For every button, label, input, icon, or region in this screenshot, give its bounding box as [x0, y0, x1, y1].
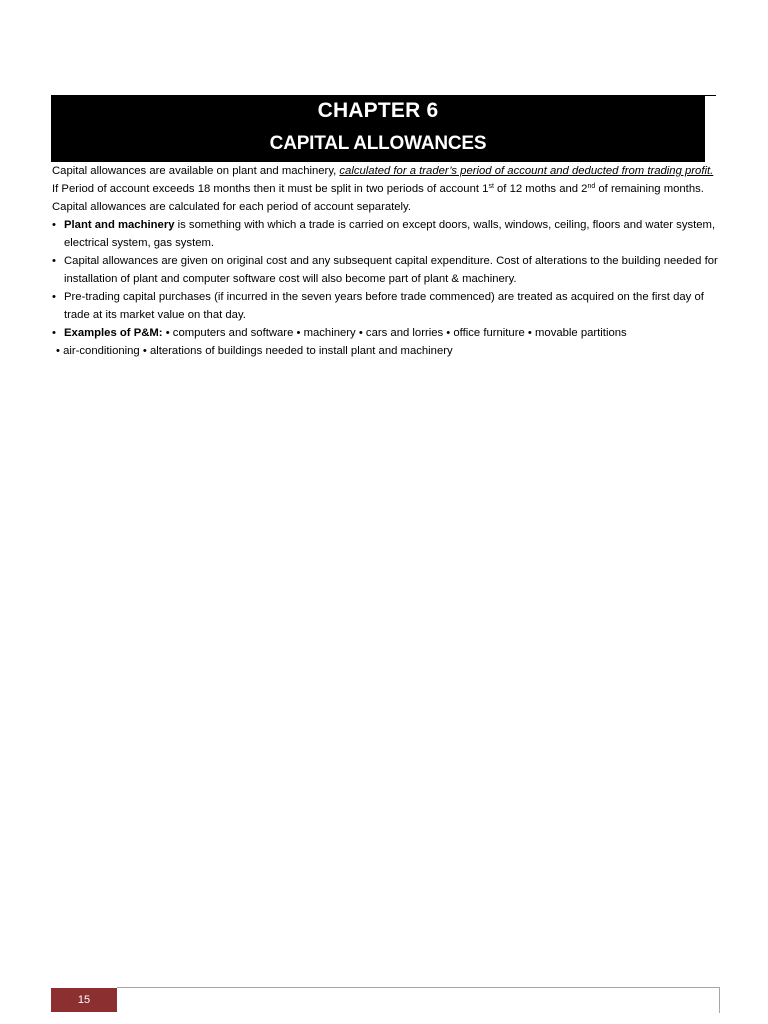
emphasized-phrase: calculated for a trader’s period of account and deducted from trading profit.: [339, 165, 714, 177]
bullet-pre-trading: • Pre-trading capital purchases (if incurred in the seven years before trade commenced) are treated as acquired on the first day of trade at its market value on that day.: [52, 288, 720, 324]
bullet-original-cost: • Capital allowances are given on original cost and any subsequent capital expenditure. Cost of alterations to the building needed for installation of plant and computer software cost will also become part of plant & machinery.: [52, 252, 720, 288]
chapter-title: CAPITAL ALLOWANCES: [269, 133, 487, 154]
chapter-body: [52, 162, 720, 360]
footer-rule-end: [719, 987, 720, 1013]
bullet-plant-and-machinery: • Plant and machinery is something with which a trade is carried on except doors, walls, windows, ceiling, floors and water system, electrical system, gas system.: [52, 216, 720, 252]
page-number-badge: 15: [51, 988, 117, 1012]
chapter-number: CHAPTER 6: [317, 99, 439, 122]
footer-rule: [117, 987, 720, 988]
examples-continuation: • air-conditioning • alterations of buildings needed to install plant and machinery: [56, 345, 453, 357]
bullet-examples: • Examples of P&M: • computers and software • machinery • cars and lorries • office furniture • movable partitions: [52, 324, 720, 342]
intro-paragraph: Capital allowances are available on plant and machinery, calculated for a trader’s period of account and deducted from trading profit. If Period of account exceeds 18 months then it must be split in two periods of account 1st of 12 moths and 2nd of remaining months. Capital allowances are calculated for each period of account separately.: [52, 165, 714, 213]
bullet-list: [52, 216, 720, 342]
chapter-header: [51, 96, 705, 162]
